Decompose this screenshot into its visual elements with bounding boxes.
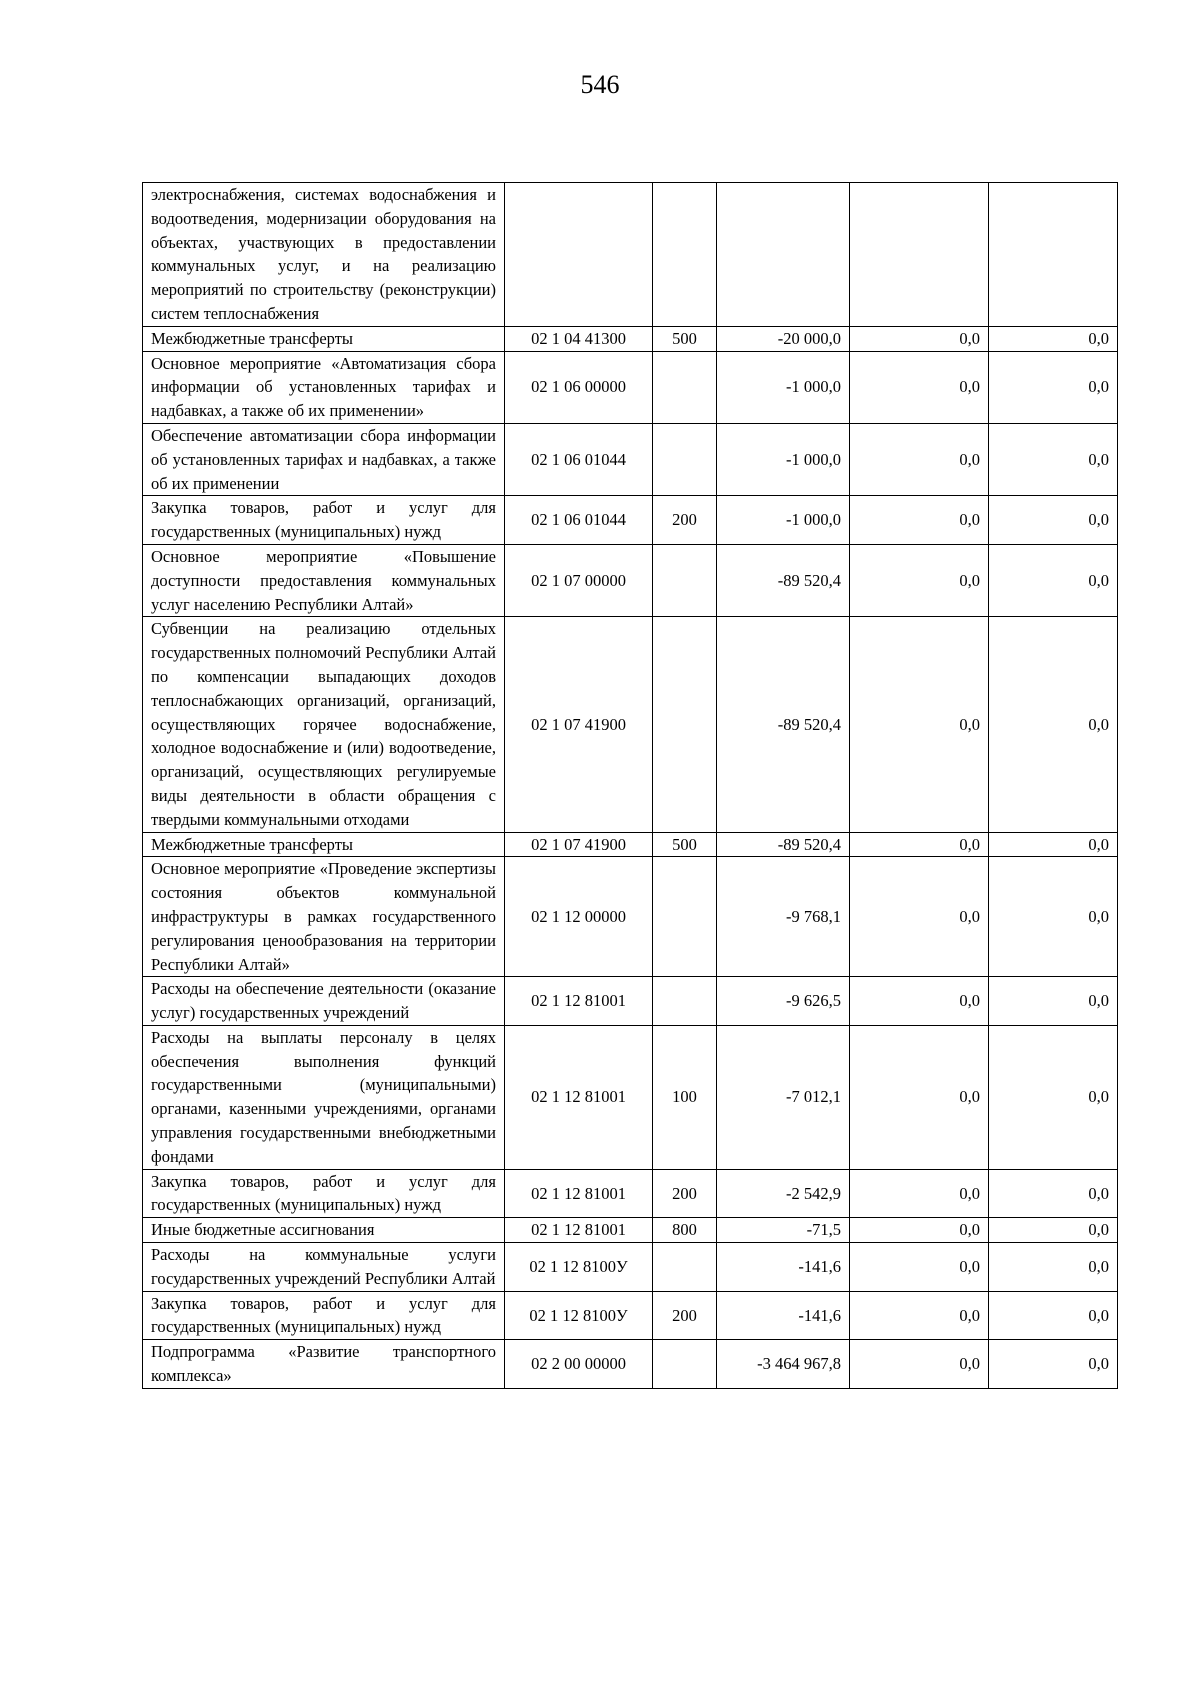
table-row <box>143 544 1118 616</box>
row-expense-type-cell: 100 <box>653 1025 717 1169</box>
row-amount-year3-cell: 0,0 <box>989 1340 1118 1389</box>
row-expense-type-cell <box>653 857 717 977</box>
row-amount-year3-cell: 0,0 <box>989 857 1118 977</box>
row-name-cell: Межбюджетные трансферты <box>143 832 505 857</box>
table-row <box>143 832 1118 857</box>
row-amount-year3-cell: 0,0 <box>989 617 1118 832</box>
table-row <box>143 1218 1118 1243</box>
budget-table <box>142 182 1118 1389</box>
row-name-cell: Расходы на обеспечение деятельности (оказание услуг) государственных учреждений <box>143 977 505 1026</box>
row-amount-year2-cell: 0,0 <box>850 351 989 423</box>
row-amount-cell: -141,6 <box>717 1291 850 1340</box>
row-name-cell: Подпрограмма «Развитие транспортного комплекса» <box>143 1340 505 1389</box>
row-amount-year3-cell: 0,0 <box>989 977 1118 1026</box>
row-amount-year2-cell: 0,0 <box>850 1340 989 1389</box>
row-amount-cell: -2 542,9 <box>717 1169 850 1218</box>
row-name-cell: электроснабжения, системах водоснабжения и водоотведения, модернизации оборудования на объектах, участвующих в предоставлении коммунальных услуг, и на реализацию мероприятий по строительству (реконструкции) систем теплоснабжения <box>143 183 505 327</box>
row-expense-type-cell <box>653 1340 717 1389</box>
row-name-cell: Иные бюджетные ассигнования <box>143 1218 505 1243</box>
row-amount-year3-cell: 0,0 <box>989 1025 1118 1169</box>
row-amount-cell: -9 626,5 <box>717 977 850 1026</box>
row-amount-year2-cell: 0,0 <box>850 1025 989 1169</box>
row-expense-type-cell: 200 <box>653 1169 717 1218</box>
row-code-cell: 02 1 07 00000 <box>505 544 653 616</box>
row-code-cell: 02 1 12 81001 <box>505 1218 653 1243</box>
row-expense-type-cell: 500 <box>653 326 717 351</box>
row-amount-year3-cell: 0,0 <box>989 832 1118 857</box>
row-amount-cell: -89 520,4 <box>717 544 850 616</box>
row-amount-year2-cell: 0,0 <box>850 1243 989 1292</box>
row-code-cell: 02 1 04 41300 <box>505 326 653 351</box>
table-row <box>143 183 1118 327</box>
row-code-cell: 02 1 06 00000 <box>505 351 653 423</box>
row-code-cell: 02 1 12 8100У <box>505 1291 653 1340</box>
row-amount-year2-cell: 0,0 <box>850 832 989 857</box>
row-name-cell: Основное мероприятие «Повышение доступности предоставления коммунальных услуг населению Республики Алтай» <box>143 544 505 616</box>
row-name-cell: Закупка товаров, работ и услуг для государственных (муниципальных) нужд <box>143 1291 505 1340</box>
row-amount-year2-cell: 0,0 <box>850 1169 989 1218</box>
table-row <box>143 326 1118 351</box>
row-amount-cell: -89 520,4 <box>717 832 850 857</box>
row-expense-type-cell <box>653 1243 717 1292</box>
row-code-cell: 02 1 06 01044 <box>505 496 653 545</box>
row-amount-cell: -1 000,0 <box>717 351 850 423</box>
row-expense-type-cell: 800 <box>653 1218 717 1243</box>
row-name-cell: Субвенции на реализацию отдельных государственных полномочий Республики Алтай по компенсации выпадающих доходов теплоснабжающих организаций, организаций, осуществляющих горячее водоснабжение, холодное водоснабжение и (или) водоотведение, организаций, осуществляющих регулируемые виды деятельности в области обращения с твердыми коммунальными отходами <box>143 617 505 832</box>
table-row <box>143 423 1118 495</box>
row-code-cell: 02 2 00 00000 <box>505 1340 653 1389</box>
row-amount-cell: -1 000,0 <box>717 423 850 495</box>
row-expense-type-cell <box>653 183 717 327</box>
row-amount-year2-cell: 0,0 <box>850 977 989 1026</box>
row-amount-cell: -7 012,1 <box>717 1025 850 1169</box>
table-row <box>143 1169 1118 1218</box>
row-amount-cell: -9 768,1 <box>717 857 850 977</box>
row-amount-year3-cell: 0,0 <box>989 544 1118 616</box>
row-amount-year2-cell: 0,0 <box>850 1291 989 1340</box>
row-code-cell: 02 1 07 41900 <box>505 832 653 857</box>
row-amount-cell: -71,5 <box>717 1218 850 1243</box>
table-row <box>143 1340 1118 1389</box>
row-amount-cell <box>717 183 850 327</box>
row-amount-year2-cell <box>850 183 989 327</box>
page-number: 546 <box>580 70 620 99</box>
row-code-cell <box>505 183 653 327</box>
row-name-cell: Обеспечение автоматизации сбора информации об установленных тарифах и надбавках, а также об их применении <box>143 423 505 495</box>
row-expense-type-cell <box>653 977 717 1026</box>
budget-table-body <box>143 183 1118 1389</box>
row-amount-year3-cell <box>989 183 1118 327</box>
row-expense-type-cell <box>653 617 717 832</box>
table-row <box>143 1291 1118 1340</box>
row-name-cell: Закупка товаров, работ и услуг для государственных (муниципальных) нужд <box>143 1169 505 1218</box>
table-row <box>143 1243 1118 1292</box>
row-amount-year2-cell: 0,0 <box>850 1218 989 1243</box>
row-expense-type-cell <box>653 351 717 423</box>
row-code-cell: 02 1 12 00000 <box>505 857 653 977</box>
table-row <box>143 1025 1118 1169</box>
row-code-cell: 02 1 12 81001 <box>505 1169 653 1218</box>
table-row <box>143 496 1118 545</box>
row-amount-year3-cell: 0,0 <box>989 326 1118 351</box>
row-amount-cell: -89 520,4 <box>717 617 850 832</box>
row-amount-year2-cell: 0,0 <box>850 326 989 351</box>
row-name-cell: Расходы на коммунальные услуги государственных учреждений Республики Алтай <box>143 1243 505 1292</box>
row-expense-type-cell: 500 <box>653 832 717 857</box>
table-row <box>143 857 1118 977</box>
table-row <box>143 617 1118 832</box>
row-amount-year2-cell: 0,0 <box>850 423 989 495</box>
row-code-cell: 02 1 12 8100У <box>505 1243 653 1292</box>
row-code-cell: 02 1 07 41900 <box>505 617 653 832</box>
row-amount-year3-cell: 0,0 <box>989 351 1118 423</box>
row-amount-cell: -141,6 <box>717 1243 850 1292</box>
table-row <box>143 977 1118 1026</box>
row-code-cell: 02 1 12 81001 <box>505 977 653 1026</box>
row-amount-year3-cell: 0,0 <box>989 1169 1118 1218</box>
row-expense-type-cell: 200 <box>653 1291 717 1340</box>
row-expense-type-cell <box>653 423 717 495</box>
row-name-cell: Основное мероприятие «Автоматизация сбора информации об установленных тарифах и надбавках, а также об их применении» <box>143 351 505 423</box>
row-amount-year3-cell: 0,0 <box>989 1243 1118 1292</box>
row-amount-year2-cell: 0,0 <box>850 857 989 977</box>
row-code-cell: 02 1 12 81001 <box>505 1025 653 1169</box>
row-code-cell: 02 1 06 01044 <box>505 423 653 495</box>
row-amount-year3-cell: 0,0 <box>989 496 1118 545</box>
row-name-cell: Закупка товаров, работ и услуг для государственных (муниципальных) нужд <box>143 496 505 545</box>
row-amount-cell: -20 000,0 <box>717 326 850 351</box>
row-amount-year3-cell: 0,0 <box>989 423 1118 495</box>
row-expense-type-cell <box>653 544 717 616</box>
row-name-cell: Основное мероприятие «Проведение экспертизы состояния объектов коммунальной инфраструктуры в рамках государственного регулирования ценообразования на территории Республики Алтай» <box>143 857 505 977</box>
row-amount-year3-cell: 0,0 <box>989 1291 1118 1340</box>
row-name-cell: Расходы на выплаты персоналу в целях обеспечения выполнения функций государственными (муниципальными) органами, казенными учреждениями, органами управления государственными внебюджетными фондами <box>143 1025 505 1169</box>
table-row <box>143 351 1118 423</box>
row-amount-cell: -1 000,0 <box>717 496 850 545</box>
row-amount-year2-cell: 0,0 <box>850 544 989 616</box>
row-amount-year3-cell: 0,0 <box>989 1218 1118 1243</box>
row-amount-year2-cell: 0,0 <box>850 617 989 832</box>
row-name-cell: Межбюджетные трансферты <box>143 326 505 351</box>
row-expense-type-cell: 200 <box>653 496 717 545</box>
row-amount-year2-cell: 0,0 <box>850 496 989 545</box>
row-amount-cell: -3 464 967,8 <box>717 1340 850 1389</box>
